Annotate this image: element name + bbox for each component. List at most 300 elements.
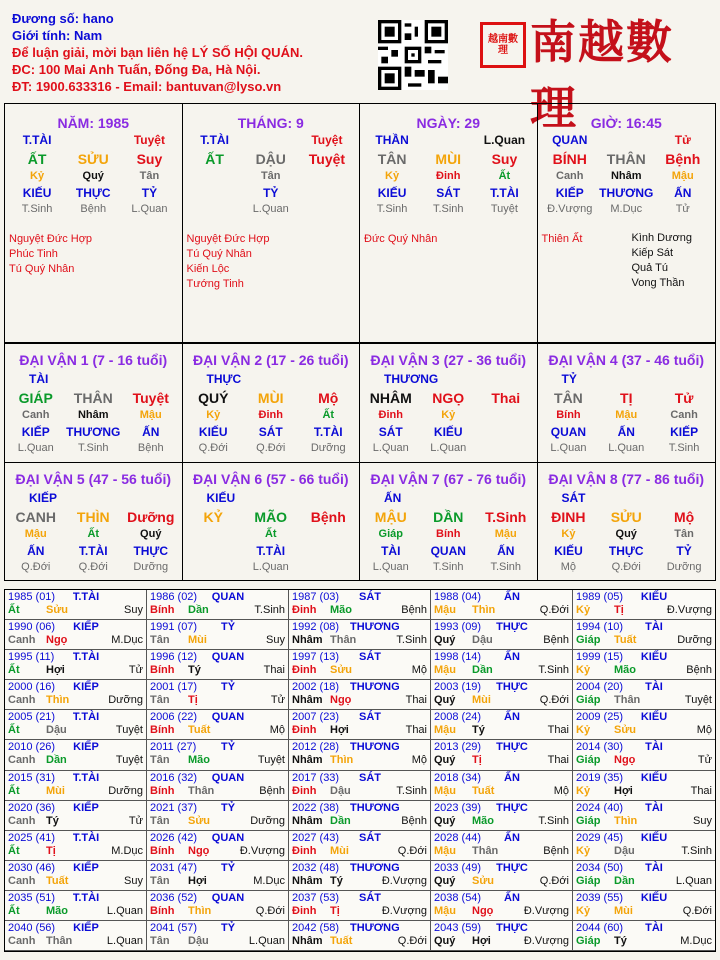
dai-van-hidden-row [7,527,180,542]
year-god: TỶ [220,861,236,874]
year-pillar [434,785,569,798]
year-god: T.TÀI [72,771,100,784]
year-head [150,772,285,785]
year-pillar [8,815,143,828]
pillar-top-row [364,131,533,149]
year-stem: Đinh [292,604,317,616]
pillar-hidden-stems-row-cell [299,169,355,184]
dai-van-grid [4,343,716,581]
pillar-stem-branch-row [187,149,356,169]
year-stem: Mậu [434,724,456,737]
year-stage: T.Sinh [396,784,427,797]
dai-van-hidden-row-cell: Mậu [494,527,517,540]
year-god: THỰC [496,801,528,814]
year-label: 2018 (34) [434,771,482,784]
pillar-stage-row-cell: L.Quan [252,203,289,215]
dai-van-stage-row-cell: T.Sinh [490,560,522,573]
year-cell [431,740,573,770]
year-pillar [150,754,285,767]
year-head [576,651,712,664]
year-stem: Nhâm [292,694,323,707]
year-god: TỶ [220,741,236,754]
year-cell [431,710,573,740]
year-stem: Mậu [434,604,456,616]
dai-van-stage-row [362,441,535,455]
year-branch: Thìn [188,904,212,917]
dai-van-gods-row-cell: SÁT [258,425,283,439]
year-pillar [292,634,427,647]
pillar-hidden-stems-row [542,169,712,184]
year-pillar [292,935,427,948]
year-cell [289,740,431,770]
dai-van-god: KIẾU [206,490,236,505]
dai-van-gods-row-cell: T.TÀI [256,543,286,558]
pillar-gods-row-cell: KIẾU [377,186,407,200]
year-pillar [434,604,569,617]
pillar-top-row-cell: T.TÀI [200,133,229,147]
pillar-stem-branch-row-cell: SỬU [77,151,109,167]
dai-van-stage-row-cell: Bệnh [137,442,164,454]
year-head [292,591,427,604]
year-cell [5,680,147,710]
year-stage: Tuyệt [257,754,285,767]
year-pillar [576,604,712,617]
year-label: 2008 (24) [434,711,482,724]
year-stage: M.Dục [111,634,143,647]
year-pillar [8,845,143,858]
year-cell [147,620,289,650]
year-branch: Hợi [472,934,491,947]
dai-van-gods-row [185,542,358,560]
year-head [8,832,143,845]
pillar-gods-row-cell: TỶ [263,186,279,200]
year-stem: Bính [150,784,175,797]
pillar-stem-branch-row-cell: Tuyệt [308,151,346,167]
pillar-top-row-cell: Tuyệt [133,133,165,147]
year-god: QUAN [211,591,245,603]
dai-van-cell [538,343,716,462]
year-stem: Bính [150,604,175,616]
year-label: 2015 (31) [8,771,56,784]
year-head [434,832,569,845]
year-label: 2027 (43) [292,831,340,844]
dai-van-hidden-row-cell: Nhâm [77,409,109,421]
year-label: 1987 (03) [292,591,340,603]
year-stem: Nhâm [292,634,323,647]
year-stage: Q.Đới [255,904,285,917]
pillar-note: Phúc Tinh [9,248,58,260]
pillar-note: Tướng Tinh [186,278,244,290]
year-stem: Đinh [292,844,317,857]
dai-van-title: ĐẠI VẬN 6 (57 - 66 tuổi) [192,470,349,487]
dai-van-gods-row-cell: ẤN [617,425,635,439]
dai-van-stage-row [7,560,180,574]
year-god: ẤN [504,591,520,603]
year-pillar [8,875,143,888]
dai-van-cell [360,343,538,462]
year-god: T.TÀI [72,891,100,904]
dai-van-gods-row-cell [477,423,535,441]
year-stem: Ất [8,784,20,797]
year-stage: Mộ [696,724,712,737]
year-head [292,621,427,634]
dai-van-god: TÀI [29,372,49,386]
pillar-stage-row [542,202,712,216]
year-branch: Thìn [472,604,496,616]
year-pillar [8,634,143,647]
dai-van-hidden-row-cell: Ất [264,527,277,540]
year-god: ẤN [504,651,520,664]
dai-van-stem-branch-row [7,388,180,408]
gender-line: Giới tính: Nam [12,28,103,43]
dai-van-stage-row [185,560,358,574]
year-label: 2002 (18) [292,681,340,694]
year-branch: Mùi [614,904,633,917]
year-cell [431,771,573,801]
year-stage: Tuyệt [115,754,143,767]
year-head [150,862,285,875]
year-cell [431,831,573,861]
pillar-notes [364,232,533,247]
year-pillar [576,664,712,677]
dai-van-stem-branch-row-cell: T.Sinh [485,508,527,525]
dai-van-gods-row [540,423,714,441]
year-pillar [434,845,569,858]
year-pillar [150,694,285,707]
year-stage: M.Dục [253,874,285,887]
year-cell [431,680,573,710]
dai-van-stem-branch-row-cell: DẦN [433,508,464,525]
dai-van-stem-branch-row-cell: ĐINH [551,508,586,525]
dai-van-hidden-row-cell [185,527,243,542]
year-stem: Kỷ [576,664,591,677]
year-pillar [150,664,285,677]
dai-van-gods-row-cell: ẤN [27,543,45,558]
year-pillar [292,694,427,707]
year-stem: Kỷ [576,904,591,917]
pillar-top-row-cell [598,131,655,149]
dai-van-hidden-row-cell: Bính [556,409,581,421]
dai-van-stem-branch-row-cell: Mộ [318,390,339,406]
year-head [292,832,427,845]
pillar-note: Nguyệt Đức Hợp [9,233,93,245]
dai-van-gods-row-cell: T.TÀI [313,425,343,439]
year-label: 1994 (10) [576,621,624,634]
year-head [292,862,427,875]
dai-van-stage-row-cell: Dưỡng [133,560,169,573]
dai-van-hidden-row [540,527,714,542]
year-label: 1986 (02) [150,591,198,603]
dai-van-cell [360,462,538,581]
dai-van-stage-row [7,441,180,455]
year-cell [573,710,715,740]
year-label: 1990 (06) [8,621,56,634]
year-cell [289,831,431,861]
year-god: THƯƠNG [350,741,400,754]
year-head [292,772,427,785]
year-cell [431,590,573,620]
dai-van-hidden-row-cell: Kỷ [561,527,576,540]
dai-van-hidden-row [7,408,180,423]
year-god: THƯƠNG [350,801,400,814]
year-cell [573,590,715,620]
year-branch: Tị [188,694,198,707]
year-god: THỰC [496,861,528,874]
pillar-note: Kiếp Sát [631,247,674,259]
year-branch: Ngọ [614,754,636,767]
year-head [150,711,285,724]
year-stem: Giáp [576,874,601,887]
dai-van-hidden-row-cell [477,408,535,423]
dai-van-stage-row-cell: L.Quan [430,442,467,454]
year-head [576,772,712,785]
year-cell [147,801,289,831]
year-cell [573,861,715,891]
dai-van-stem-branch-row [362,388,535,408]
year-god: SÁT [359,891,381,904]
year-stage: Tử [128,814,143,827]
year-stage: Suy [266,634,285,647]
year-label: 2035 (51) [8,891,56,904]
year-head [576,832,712,845]
year-branch: Mão [188,754,210,767]
year-cell [573,831,715,861]
year-god: TỶ [220,681,236,694]
year-god: TÀI [645,681,663,694]
year-stem: Mậu [434,904,456,917]
year-god: ẤN [504,771,520,784]
dai-van-stem-branch-row-cell: TỊ [620,390,633,406]
dai-van-hidden-row-cell: Tân [674,527,694,540]
dai-van-stem-branch-row-cell: THÂN [73,390,113,406]
dai-van-cell [5,462,183,581]
pillar-hidden-stems-row-cell: Tân [260,170,281,182]
dai-van-hidden-row-cell: Canh [22,409,50,421]
dai-van-stage-row-cell: L.Quan [550,442,587,454]
year-stage: T.Sinh [538,664,569,677]
year-stage: Q.Đới [397,844,427,857]
year-label: 1997 (13) [292,651,340,664]
year-branch: Tý [614,934,627,947]
pillar-stem-branch-row [542,149,712,169]
year-label: 2013 (29) [434,741,482,754]
dai-van-hidden-row-cell: Kỷ [206,409,221,421]
dai-van-stage-row-cell: Dưỡng [310,442,346,454]
year-stem: Ất [8,664,20,677]
year-head [434,741,569,754]
dai-van-god: TỶ [561,372,577,386]
year-branch: Dậu [614,844,635,857]
year-cell [431,891,573,921]
year-stage: Q.Đới [397,934,427,947]
year-head [576,711,712,724]
dai-van-hidden-row-cell: Ất [322,409,335,421]
year-head [434,862,569,875]
year-god: KIẾP [73,801,99,814]
year-stem: Mậu [434,664,456,677]
pillar-stage-row-cell: Tử [675,203,690,215]
year-branch: Mùi [188,634,207,647]
year-label: 2037 (53) [292,891,340,904]
year-branch: Ngọ [472,904,494,917]
dai-van-hidden-row [362,408,535,423]
year-stage: L.Quan [675,874,712,887]
dai-van-gods-row-cell: THƯƠNG [66,425,121,439]
pillar-top-row [187,131,356,149]
year-head [8,651,143,664]
year-pillar [150,634,285,647]
year-cell [5,921,147,951]
dai-van-gods-row [540,542,714,560]
year-god: SÁT [359,831,381,844]
dai-van-stem-branch-row-cell: Tử [674,390,694,406]
year-stem: Ất [8,724,20,737]
year-label: 2022 (38) [292,801,340,814]
year-head [150,591,285,604]
pillar-stage-row-cell: Đ.Vượng [547,203,593,215]
pillar-cell [183,104,361,342]
dai-van-gods-row-cell: KIẾU [198,425,228,439]
year-stem: Giáp [576,694,601,707]
year-stem: Quý [434,754,456,767]
year-label: 1993 (09) [434,621,482,634]
year-cell [289,710,431,740]
pillar-gods-row-cell: SÁT [436,186,461,200]
year-stage: Tử [270,694,285,707]
pillar-stem-branch-row-cell: THÂN [606,151,646,167]
year-cell [289,891,431,921]
year-branch: Tị [330,904,340,917]
year-cell [147,740,289,770]
dai-van-gods-row-cell: THỰC [133,543,169,558]
dai-van-gods-row-cell: TÀI [381,543,401,558]
year-stage: Q.Đới [539,874,569,887]
year-stage: Bệnh [686,664,712,677]
year-head [576,741,712,754]
year-god: QUAN [211,831,245,844]
pillar-cell [538,104,716,342]
dai-van-stage-row-cell: T.Sinh [77,442,109,454]
pillar-gods-row [542,184,712,202]
dai-van-stem-branch-row-cell: GIÁP [18,390,53,406]
year-label: 1996 (12) [150,651,198,664]
dai-van-hidden-row-cell [300,527,358,542]
year-pillar [576,935,712,948]
year-cell [431,861,573,891]
year-cell [431,801,573,831]
year-label: 2011 (27) [150,741,197,754]
year-stage: Thai [263,664,285,677]
year-cell [431,620,573,650]
year-stage: T.Sinh [254,604,285,616]
year-cell [289,680,431,710]
year-head [150,741,285,754]
dai-van-cell [183,343,361,462]
year-label: 1985 (01) [8,591,56,603]
year-god: KIẾP [73,741,99,754]
year-pillar [292,754,427,767]
dai-van-hidden-row-cell: Ất [87,527,100,540]
year-branch: Thân [330,634,357,647]
dai-van-cell [5,343,183,462]
dai-van-gods-row [185,423,358,441]
year-stage: Bệnh [543,634,569,647]
dai-van-hidden-row-cell: Kỷ [441,409,456,421]
dai-van-stage-row-cell [477,441,535,455]
year-label: 1988 (04) [434,591,482,603]
year-pillar [292,664,427,677]
dai-van-stem-branch-row-cell: THÌN [76,508,110,525]
year-branch: Hợi [188,874,207,887]
year-table [4,589,716,952]
year-stage: L.Quan [248,934,285,947]
year-branch: Tị [614,604,624,616]
dai-van-stage-row-cell [300,560,358,574]
pillar-hidden-stems-row-cell: Ất [498,170,511,182]
pillar-stem-branch-row [364,149,533,169]
year-cell [147,680,289,710]
header-info [12,10,303,95]
dai-van-stem-branch-row-cell: Tuyệt [132,390,169,406]
dai-van-gods-row-cell: QUAN [550,425,587,439]
pillar-stage-row-cell: T.Sinh [432,203,464,215]
year-head [576,802,712,815]
year-pillar [434,664,569,677]
brand-logo: 南越數理 [530,15,674,135]
year-cell [147,921,289,951]
pillar-gods-row [364,184,533,202]
year-stem: Giáp [576,934,601,947]
year-head [576,681,712,694]
year-stem: Quý [434,874,456,887]
year-cell [5,861,147,891]
pillar-stem-branch-row-cell: Suy [136,151,163,167]
year-label: 2041 (57) [150,921,198,934]
year-god: THƯƠNG [350,621,400,634]
year-branch: Ngọ [46,634,68,647]
pillar-hidden-stems-row-cell: Đinh [436,170,461,182]
year-branch: Thân [472,844,499,857]
year-god: TÀI [645,861,663,874]
year-stem: Tân [150,754,170,767]
year-pillar [150,875,285,888]
year-god: THỰC [496,741,528,754]
pillar-gods-row-cell: ẤN [674,186,692,200]
year-stage: Mộ [269,724,285,737]
year-label: 2017 (33) [292,771,340,784]
pillar-gods-row-cell: THỰC [75,186,111,200]
pillar-gods-row-cell [299,184,355,202]
year-head [576,591,712,604]
year-stage: Thai [547,724,569,737]
qr-code-icon [378,20,448,90]
year-branch: Hợi [330,724,349,737]
year-label: 2000 (16) [8,681,56,694]
year-cell [289,921,431,951]
year-pillar [292,785,427,798]
year-cell [289,801,431,831]
year-pillar [150,604,285,617]
dai-van-gods-row-cell [300,542,358,560]
dai-van-gods-row-cell: KIẾP [670,425,699,439]
year-stage: Tử [697,754,712,767]
dai-van-stem-branch-row-cell: SỬU [610,508,642,525]
phone-email-line: ĐT: 1900.633316 - Email: bantuvan@lyso.vn [12,79,282,94]
dai-van-stage-row [540,441,714,455]
dai-van-stage-row-cell: Q.Đới [256,442,286,454]
year-head [8,922,143,935]
year-stage: Dưỡng [677,634,712,647]
